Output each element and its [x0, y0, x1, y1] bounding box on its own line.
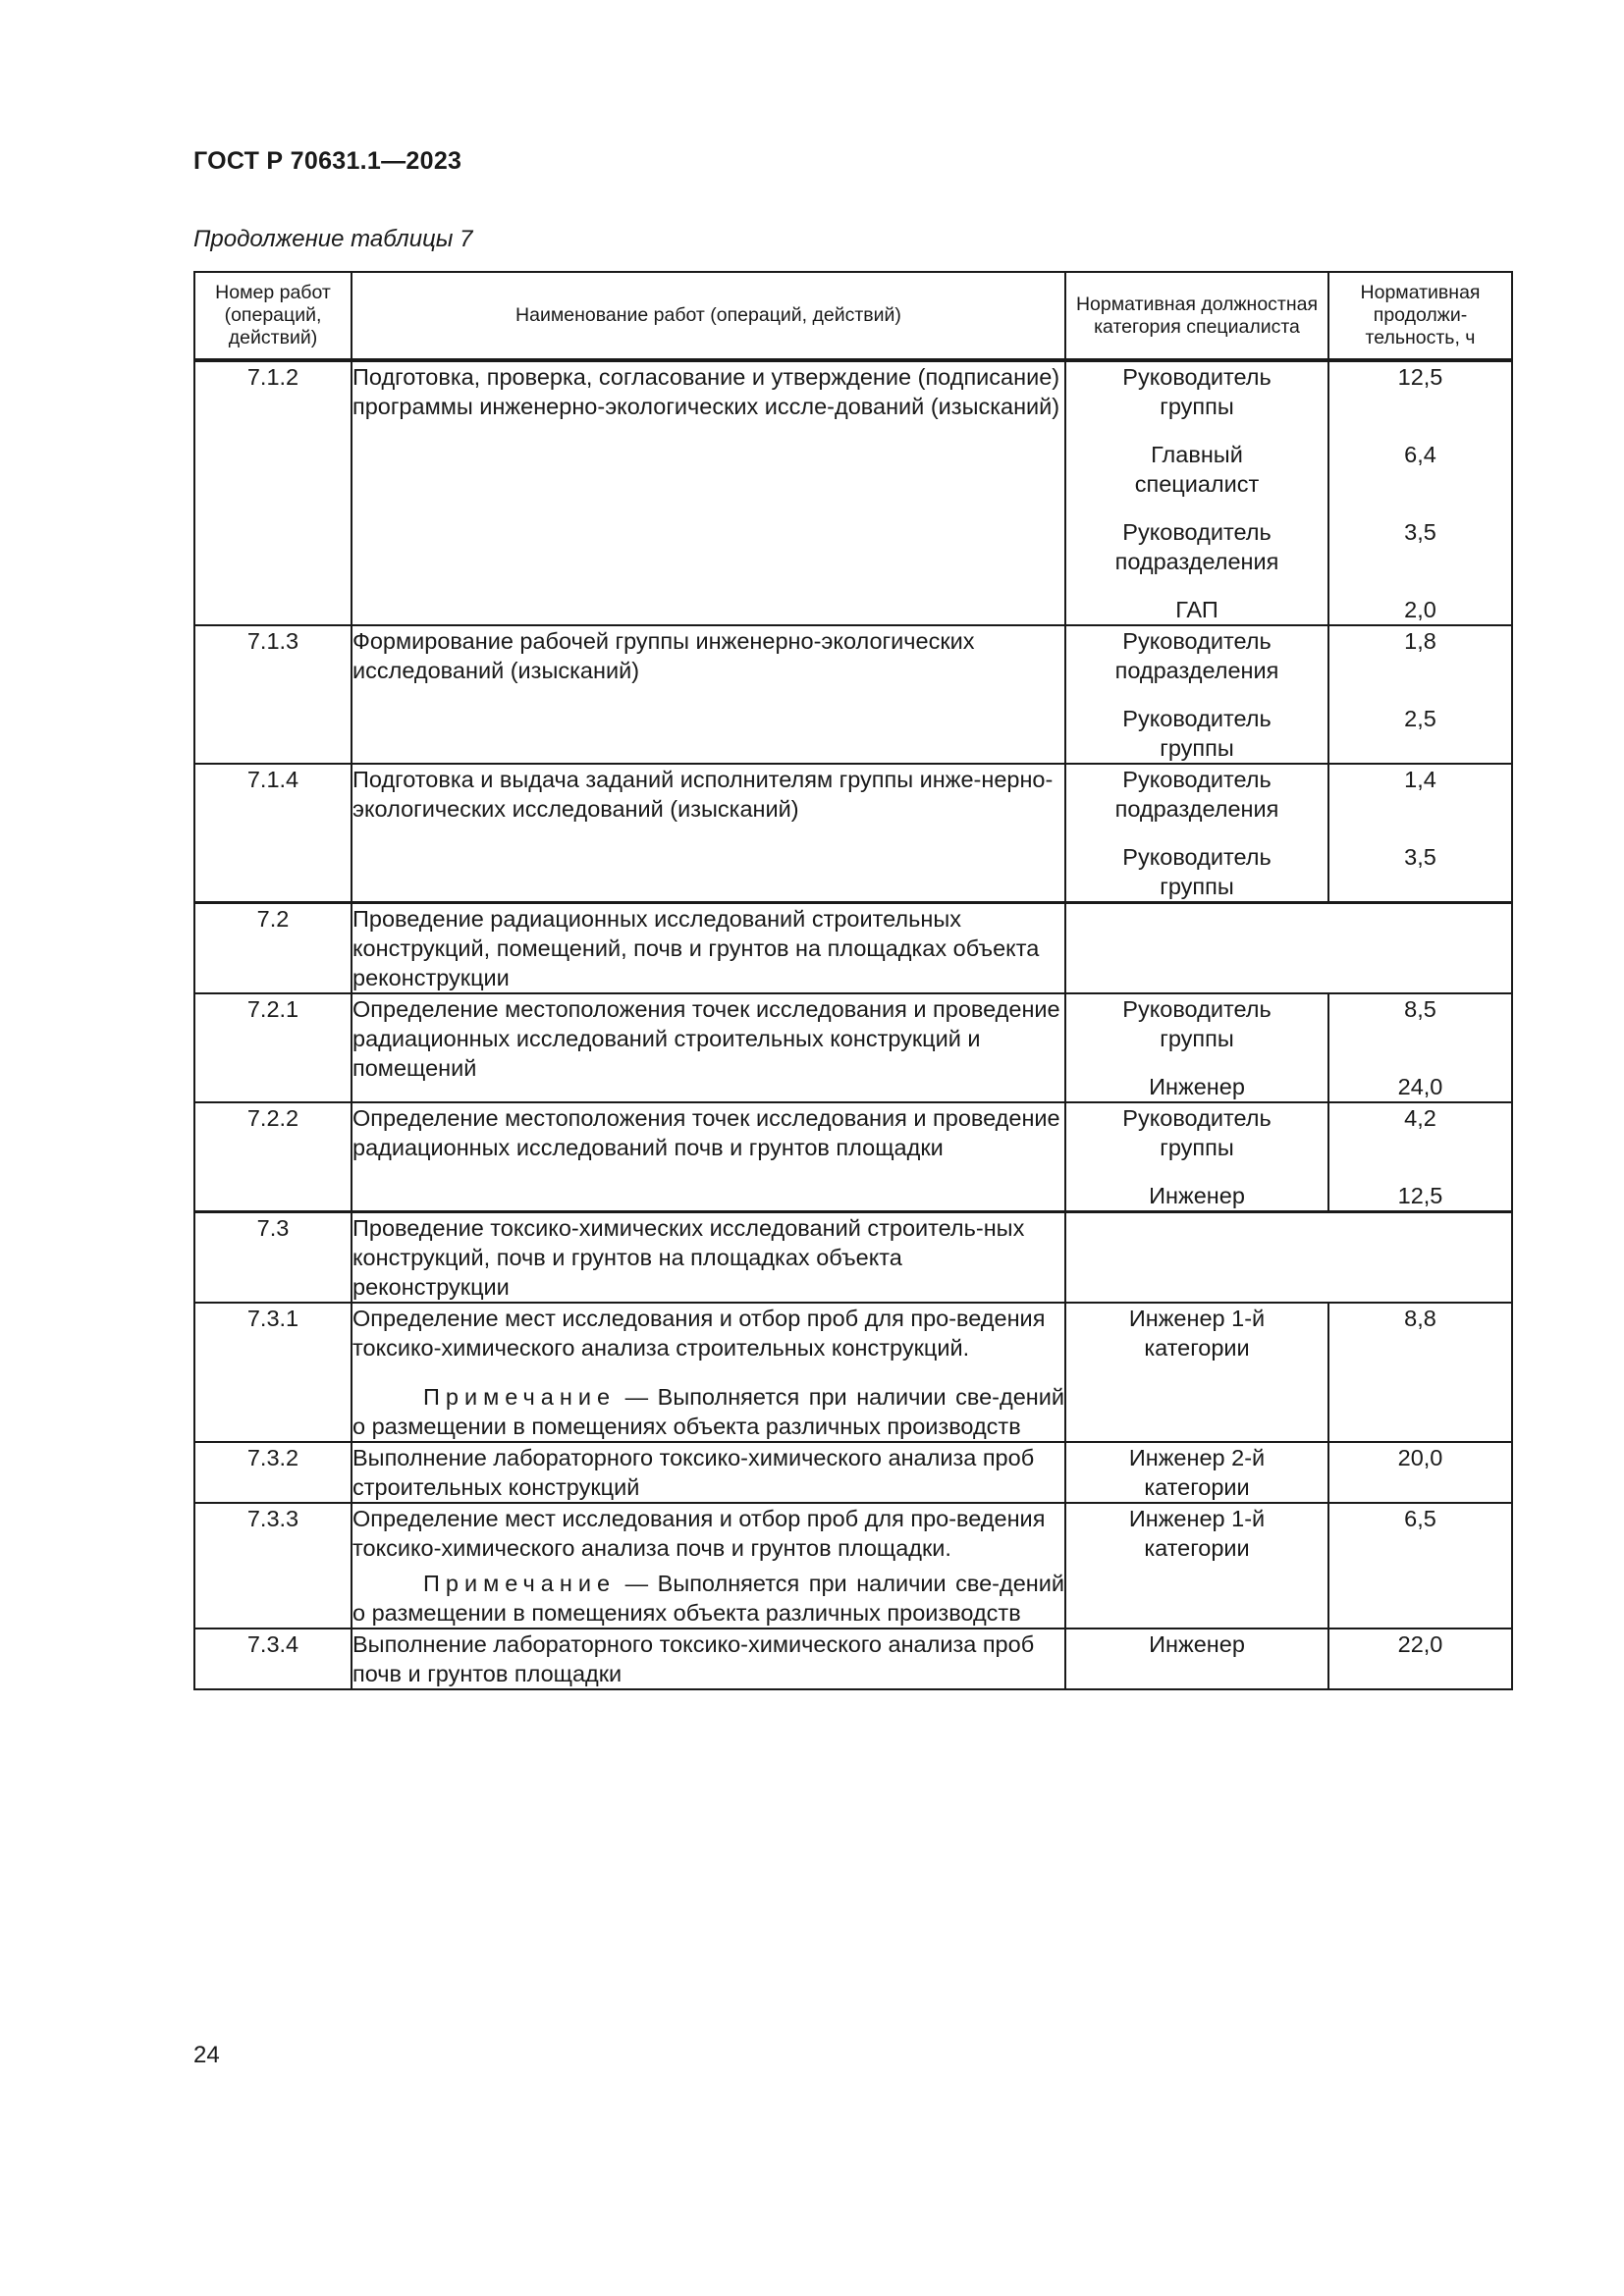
category-value: Инженер 2-й категории: [1128, 1445, 1266, 1500]
table-row: [194, 360, 1512, 625]
row-note: [352, 1569, 1064, 1628]
category-value: Руководитель группы: [1122, 706, 1272, 761]
category-value: Руководитель группы: [1122, 1105, 1272, 1160]
category-value: Инженер 1-й категории: [1128, 1306, 1266, 1361]
duration-value: 1,8: [1404, 628, 1436, 654]
row-number: 7.1.2: [194, 360, 352, 625]
category-value: Инженер: [1149, 1074, 1245, 1099]
duration-value: 6,5: [1404, 1506, 1436, 1531]
row-name: Проведение радиационных исследований строительных конструкций, помещений, почв и грунтов на площадках объекта реконструкции: [352, 903, 1065, 994]
table-row: [194, 1503, 1512, 1629]
table-row: [194, 1629, 1512, 1689]
row-name: Формирование рабочей группы инженерно-экологических исследований (изысканий): [352, 625, 1065, 764]
duration-value: 12,5: [1397, 364, 1443, 390]
row-name: Определение мест исследования и отбор проб для про-ведения токсико-химического анализа строительных конструкций.: [352, 1306, 1046, 1361]
duration-value: 22,0: [1397, 1631, 1443, 1657]
norms-table: [193, 271, 1513, 1690]
row-number: 7.2.1: [194, 993, 352, 1102]
table-caption: Продолжение таблицы 7: [193, 226, 473, 252]
table-row: [194, 1102, 1512, 1212]
row-empty-cell: [1065, 903, 1512, 994]
duration-value: 3,5: [1404, 519, 1436, 545]
table-row: [194, 625, 1512, 764]
row-name-with-note: [352, 1503, 1065, 1629]
row-number: 7.2: [194, 903, 352, 994]
table-header-row: [194, 272, 1512, 360]
row-number: 7.2.2: [194, 1102, 352, 1212]
row-note: [352, 1382, 1064, 1441]
row-categories: [1065, 764, 1328, 903]
duration-value: 20,0: [1397, 1445, 1443, 1470]
row-categories: [1065, 993, 1328, 1102]
note-label: Примечание: [423, 1571, 617, 1596]
category-value: Инженер 1-й категории: [1128, 1506, 1266, 1561]
category-value: Руководитель группы: [1122, 844, 1272, 899]
duration-value: 2,5: [1404, 706, 1436, 731]
row-empty-cell: [1065, 1212, 1512, 1304]
document-id: ГОСТ Р 70631.1—2023: [193, 147, 462, 175]
duration-value: 1,4: [1404, 767, 1436, 792]
table-row: [194, 1212, 1512, 1304]
table-row: [194, 903, 1512, 994]
column-header-name: Наименование работ (операций, действий): [352, 272, 1065, 360]
row-name-with-note: [352, 1303, 1065, 1442]
row-durations: [1328, 764, 1512, 903]
duration-value: 4,2: [1404, 1105, 1436, 1131]
note-text: — Выполняется при наличии све-дений о размещении в помещениях объекта различных производств: [352, 1384, 1065, 1439]
row-categories: [1065, 1629, 1328, 1689]
row-durations: [1328, 360, 1512, 625]
table-row: [194, 1303, 1512, 1442]
row-durations: [1328, 1303, 1512, 1442]
duration-value: 6,4: [1404, 442, 1436, 467]
row-number: 7.3.4: [194, 1629, 352, 1689]
row-categories: [1065, 625, 1328, 764]
table-row: [194, 993, 1512, 1102]
row-name: Выполнение лабораторного токсико-химического анализа проб строительных конструкций: [352, 1442, 1065, 1503]
row-categories: [1065, 1503, 1328, 1629]
row-durations: [1328, 1629, 1512, 1689]
page-number: 24: [193, 2042, 220, 2068]
category-value: Руководитель группы: [1122, 996, 1272, 1051]
row-durations: [1328, 1102, 1512, 1212]
row-name: Выполнение лабораторного токсико-химического анализа проб почв и грунтов площадки: [352, 1629, 1065, 1689]
category-value: Инженер: [1149, 1183, 1245, 1208]
row-name: Подготовка и выдача заданий исполнителям группы инже-нерно-экологических исследований (изысканий): [352, 764, 1065, 903]
row-name: Определение местоположения точек исследования и проведение радиационных исследований строительных конструкций и помещений: [352, 993, 1065, 1102]
table-row: [194, 1442, 1512, 1503]
row-name: Проведение токсико-химических исследований строитель-ных конструкций, почв и грунтов на площадках объекта реконструкции: [352, 1212, 1065, 1304]
row-name: Определение мест исследования и отбор проб для про-ведения токсико-химического анализа почв и грунтов площадки.: [352, 1506, 1046, 1561]
row-number: 7.3.1: [194, 1303, 352, 1442]
column-header-category: Нормативная должностная категория специалиста: [1065, 272, 1328, 360]
row-durations: [1328, 625, 1512, 764]
note-text: — Выполняется при наличии све-дений о размещении в помещениях объекта различных производств: [352, 1571, 1065, 1626]
category-value: Главный специалист: [1134, 442, 1260, 497]
category-value: Руководитель подразделения: [1114, 628, 1279, 683]
duration-value: 2,0: [1404, 597, 1436, 622]
row-categories: [1065, 1102, 1328, 1212]
row-number: 7.3: [194, 1212, 352, 1304]
table-row: [194, 764, 1512, 903]
row-durations: [1328, 1442, 1512, 1503]
row-durations: [1328, 993, 1512, 1102]
category-value: Руководитель подразделения: [1114, 767, 1279, 822]
category-value: Инженер: [1149, 1631, 1245, 1657]
category-value: Руководитель группы: [1122, 364, 1272, 419]
duration-value: 8,8: [1404, 1306, 1436, 1331]
row-number: 7.3.2: [194, 1442, 352, 1503]
duration-value: 8,5: [1404, 996, 1436, 1022]
row-number: 7.1.3: [194, 625, 352, 764]
category-value: ГАП: [1175, 597, 1218, 622]
row-name: Определение местоположения точек исследования и проведение радиационных исследований почв и грунтов площадки: [352, 1102, 1065, 1212]
row-name: Подготовка, проверка, согласование и утверждение (подписание) программы инженерно-экологических иссле-дований (изысканий): [352, 360, 1065, 625]
category-value: Руководитель подразделения: [1114, 519, 1279, 574]
row-durations: [1328, 1503, 1512, 1629]
column-header-duration: Нормативная продолжи-тельность, ч: [1328, 272, 1512, 360]
row-categories: [1065, 1303, 1328, 1442]
column-header-number: Номер работ (операций, действий): [194, 272, 352, 360]
row-number: 7.3.3: [194, 1503, 352, 1629]
duration-value: 3,5: [1404, 844, 1436, 870]
row-number: 7.1.4: [194, 764, 352, 903]
duration-value: 24,0: [1397, 1074, 1443, 1099]
duration-value: 12,5: [1397, 1183, 1443, 1208]
row-categories: [1065, 1442, 1328, 1503]
note-label: Примечание: [423, 1384, 617, 1410]
row-categories: [1065, 360, 1328, 625]
